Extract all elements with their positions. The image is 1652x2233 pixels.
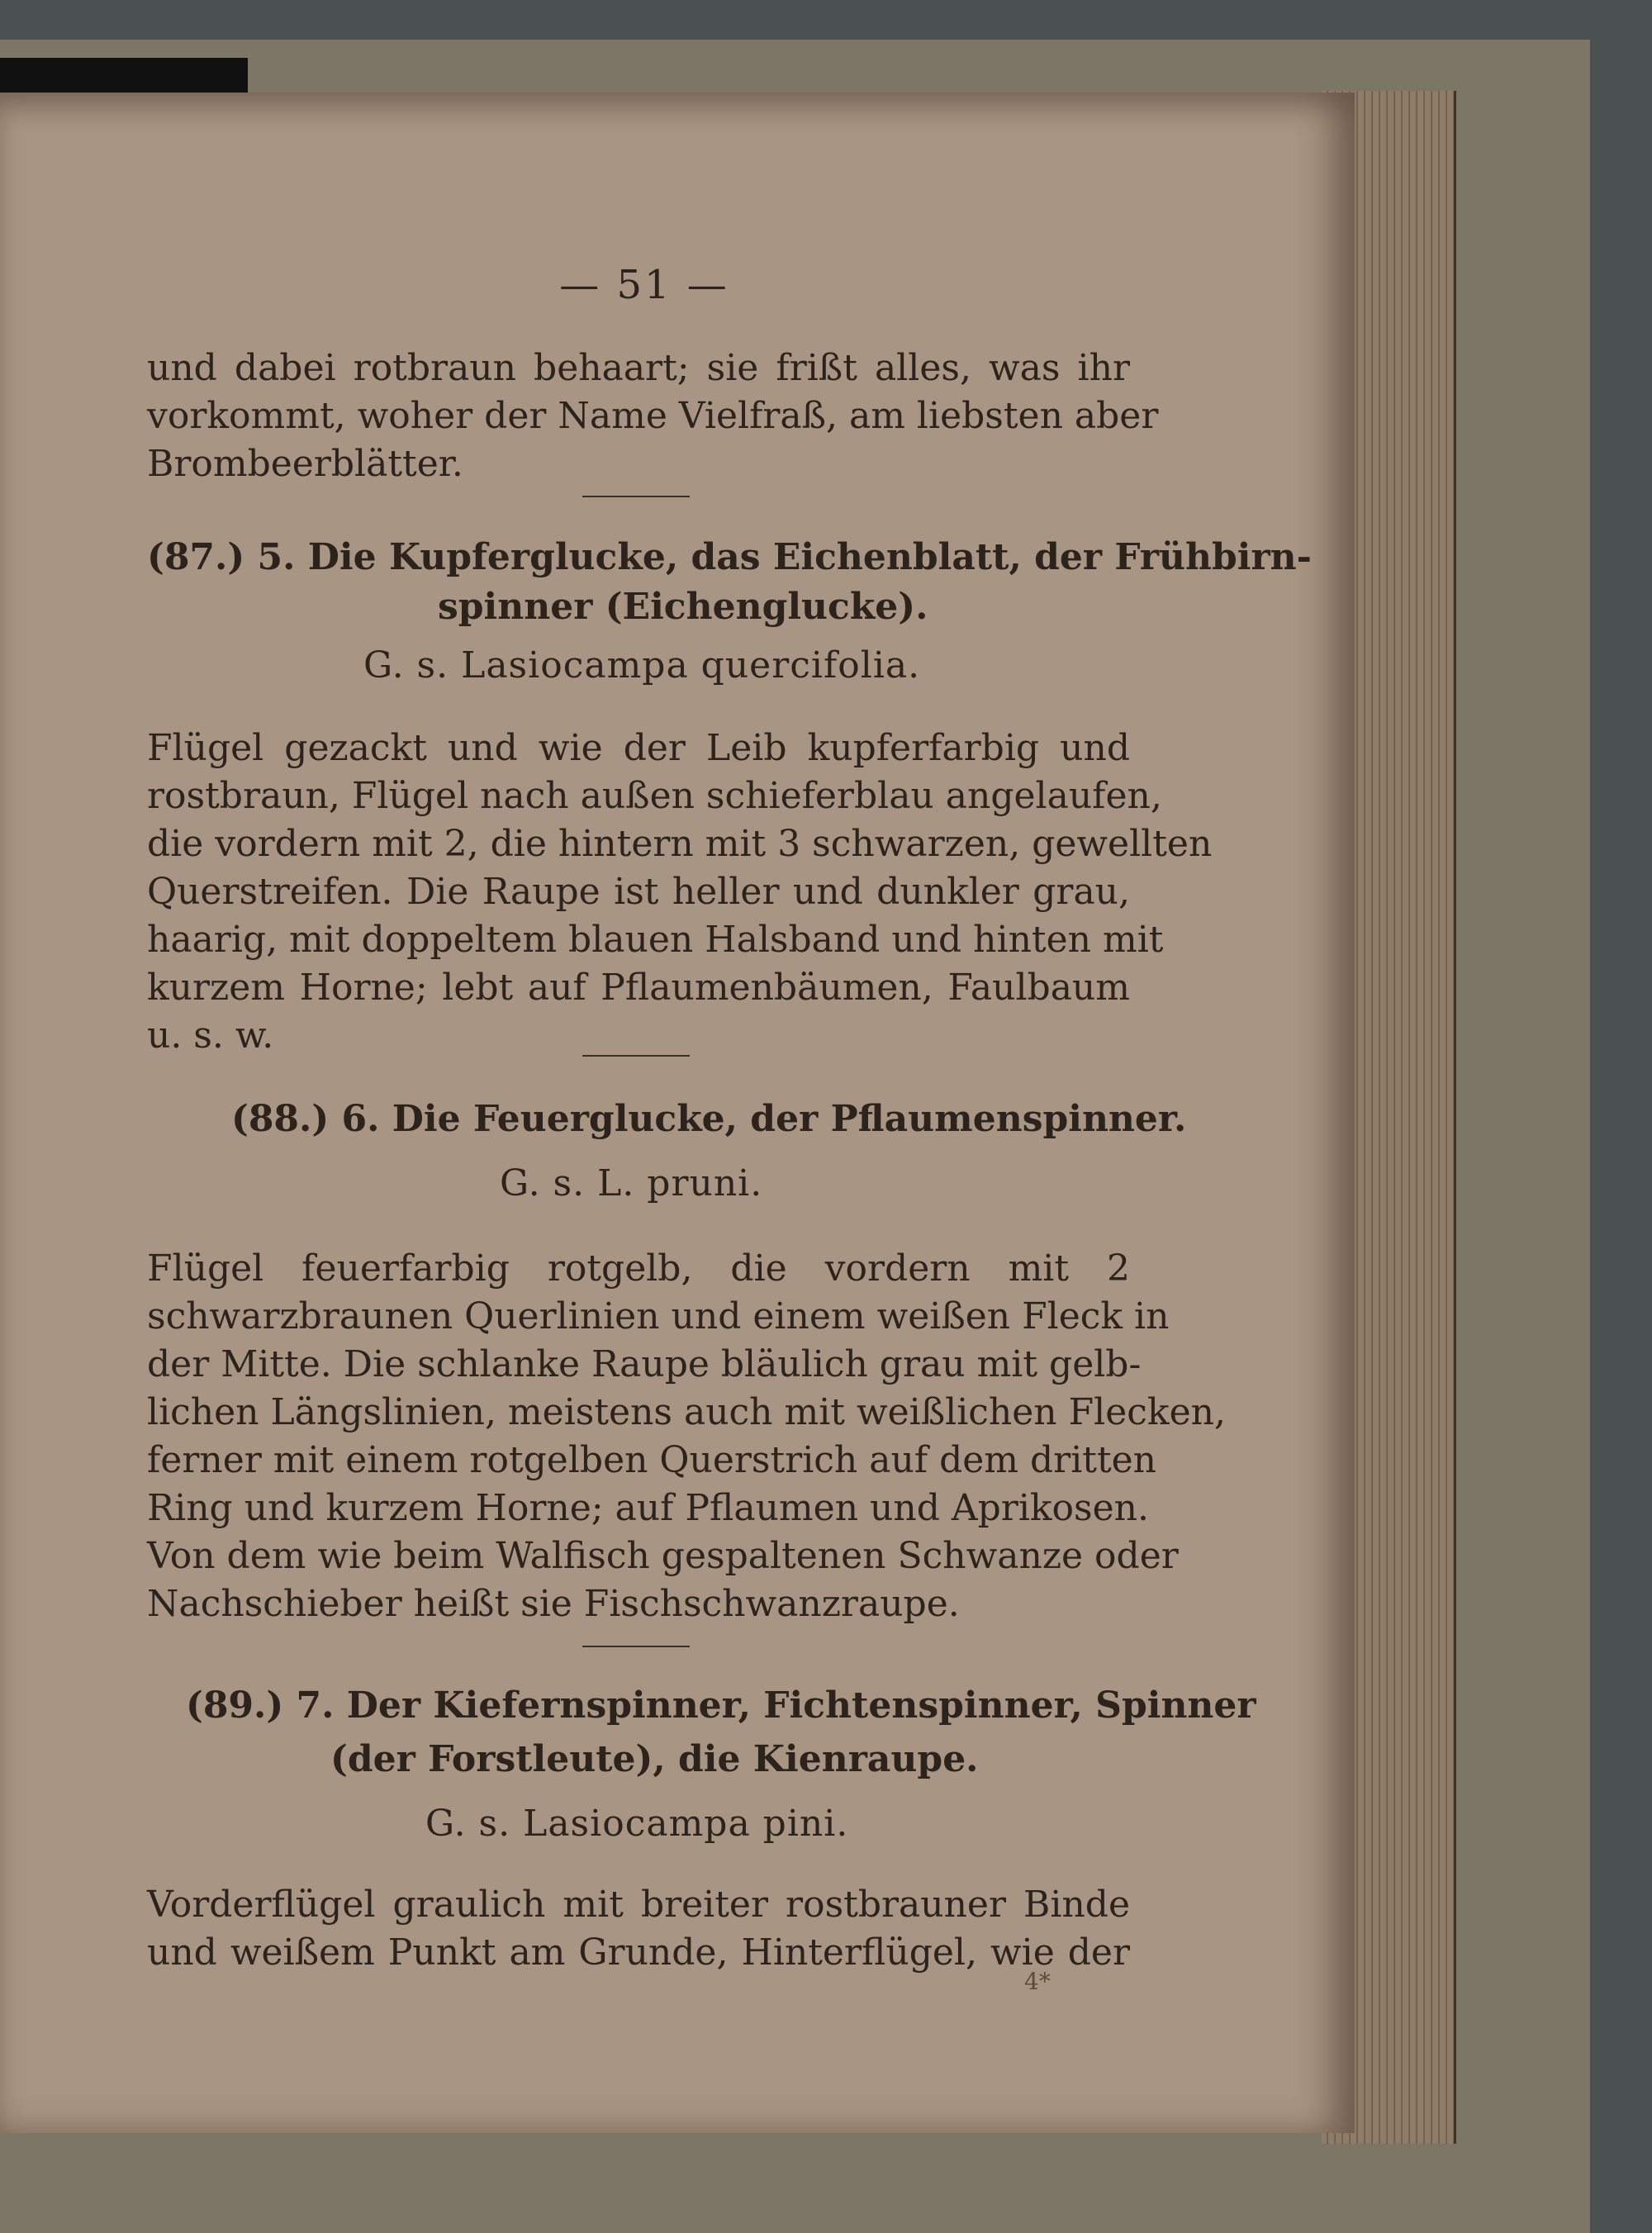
book-page [0,93,1355,2133]
entry-89-scientific-name: G. s. Lasiocampa pini. [425,1803,849,1845]
intro-paragraph [147,344,1159,488]
separator-rule [582,1646,690,1647]
text-line: Von dem wie beim Walfisch gespaltenen Schwanze oder [147,1535,1179,1577]
text-line: kurzem Horne; lebt auf Pflaumenbäumen, Faulbaum [147,967,1130,1009]
text-line: und weißem Punkt am Grunde, Hinterflügel, wie der [147,1931,1130,1974]
entry-89-heading: (89.) 7. Der Kiefernspinner, Fichtenspinner, Spinner [186,1684,1256,1727]
text-line: haarig, mit doppeltem blauen Halsband und hinten mit [147,919,1164,961]
page-number: — 51 — [559,262,729,308]
text-line: vorkommt, woher der Name Vielfraß, am liebsten aber [147,395,1159,437]
entry-89-heading-cont: (der Forstleute), die Kienraupe. [330,1738,979,1780]
page-content [0,93,1355,2133]
text-line: Querstreifen. Die Raupe ist heller und dunkler grau, [147,871,1130,913]
text-line: lichen Längslinien, meistens auch mit weißlichen Flecken, [147,1391,1226,1433]
text-line: rostbraun, Flügel nach außen schieferblau angelaufen, [147,775,1162,817]
entry-87-text [147,725,1213,1060]
text-line: Flügel gezackt und wie der Leib kupferfarbig und [147,727,1130,769]
text-line: der Mitte. Die schlanke Raupe bläulich grau mit gelb- [147,1343,1142,1385]
text-line: schwarzbraunen Querlinien und einem weißen Fleck in [147,1295,1170,1337]
text-line: ferner mit einem rotgelben Querstrich auf dem dritten [147,1439,1157,1481]
text-line: Vorderflügel graulich mit breiter rostbrauner Binde [147,1884,1130,1926]
entry-88-text [147,1245,1226,1628]
text-line: die vordern mit 2, die hintern mit 3 schwarzen, gewellten [147,823,1213,865]
entry-87-heading: (87.) 5. Die Kupferglucke, das Eichenblatt, der Frühbirn- [147,536,1312,578]
text-line: und dabei rotbraun behaart; sie frißt alles, was ihr [147,347,1130,389]
entry-88-scientific-name: G. s. L. pruni. [500,1162,763,1204]
separator-rule [582,496,690,497]
text-line: Ring und kurzem Horne; auf Pflaumen und Aprikosen. [147,1487,1149,1529]
entry-87-heading-cont: spinner (Eichenglucke). [438,586,928,628]
text-line: Nachschieber heißt sie Fischschwanzraupe. [147,1583,960,1625]
entry-89-text [147,1881,1130,1977]
entry-88-heading: (88.) 6. Die Feuerglucke, der Pflaumenspinner. [231,1098,1187,1140]
text-line: u. s. w. [147,1014,274,1057]
dark-strip [0,58,248,97]
signature-mark: 4* [1024,1968,1051,1995]
text-line: Brombeerblätter. [147,443,463,485]
separator-rule [582,1055,690,1057]
entry-87-scientific-name: G. s. Lasiocampa quercifolia. [363,644,921,687]
text-line: Flügel feuerfarbig rotgelb, die vordern mit 2 [147,1247,1130,1290]
